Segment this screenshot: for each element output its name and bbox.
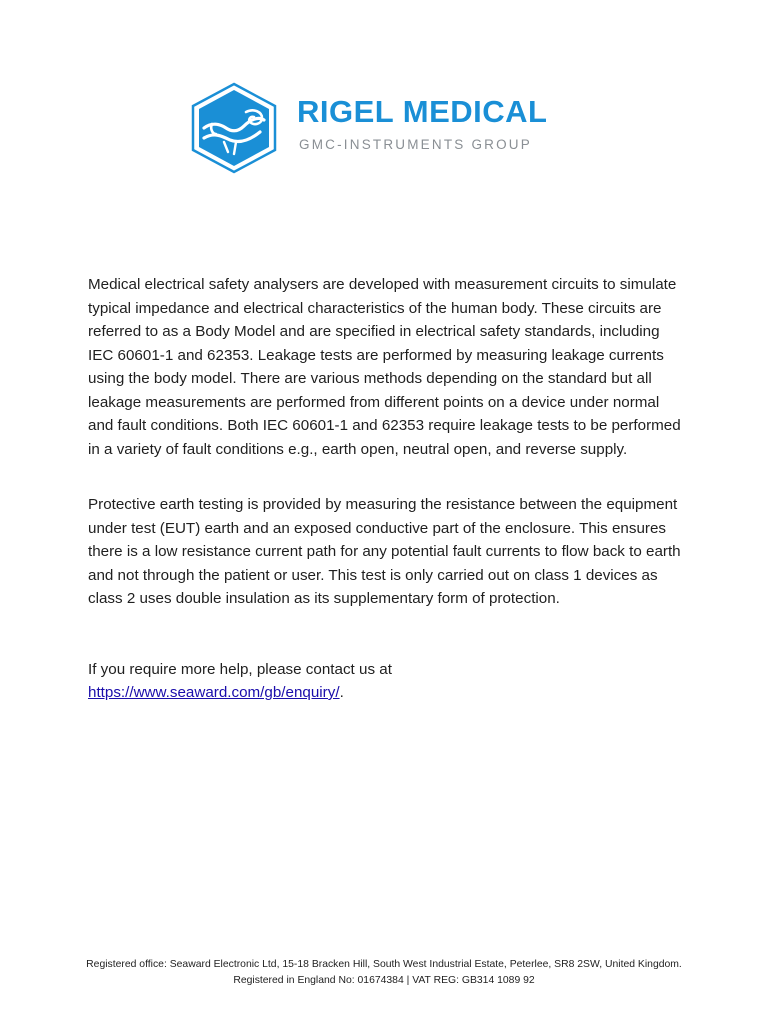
enquiry-link[interactable]: https://www.seaward.com/gb/enquiry/ xyxy=(88,684,340,701)
contact-end-punctuation: . xyxy=(339,684,344,701)
footer-registered-office: Registered office: Seaward Electronic Ltd, 15-18 Bracken Hill, South West Industrial Estate, Peterlee, SR8 2SW, United Kingdom. xyxy=(86,959,682,970)
brand-subtitle: GMC-INSTRUMENTS GROUP xyxy=(299,137,532,152)
paragraph-body-model: Medical electrical safety analysers are developed with measurement circuits to simulate typical impedance and electrical characteristics of the human body. These circuits are referred to as a Body Model and are specified in electrical safety standards, including IEC 60601-1 and 62353. Leakage tests are performed by measuring leakage currents using the body model. There are various methods depending on the standard but all leakage measurements are performed from different points on a device under normal and fault conditions. Both IEC 60601-1 and 62353 require leakage tests to be performed in a variety of fault conditions e.g., earth open, neutral open, and reverse supply. xyxy=(88,276,681,458)
brand-name: RIGEL MEDICAL xyxy=(297,94,548,129)
rigel-medical-hexagon-logo-icon xyxy=(190,82,278,174)
contact-text: If you require more help, please contact us at xyxy=(88,660,392,678)
footer-registration-numbers: Registered in England No: 01674384 | VAT REG: GB314 1089 92 xyxy=(233,975,535,986)
document-body xyxy=(88,273,688,705)
paragraph-protective-earth: Protective earth testing is provided by measuring the resistance between the equipment under test (EUT) earth and an exposed conductive part of the enclosure. This ensures there is a low resistance current path for any potential fault currents to flow back to earth and not through the patient or user. This test is only carried out on class 1 devices as class 2 uses double insulation as its supplementary form of protection. xyxy=(88,496,681,607)
footer xyxy=(0,957,768,989)
contact-paragraph xyxy=(88,658,688,705)
letterhead xyxy=(190,82,590,176)
